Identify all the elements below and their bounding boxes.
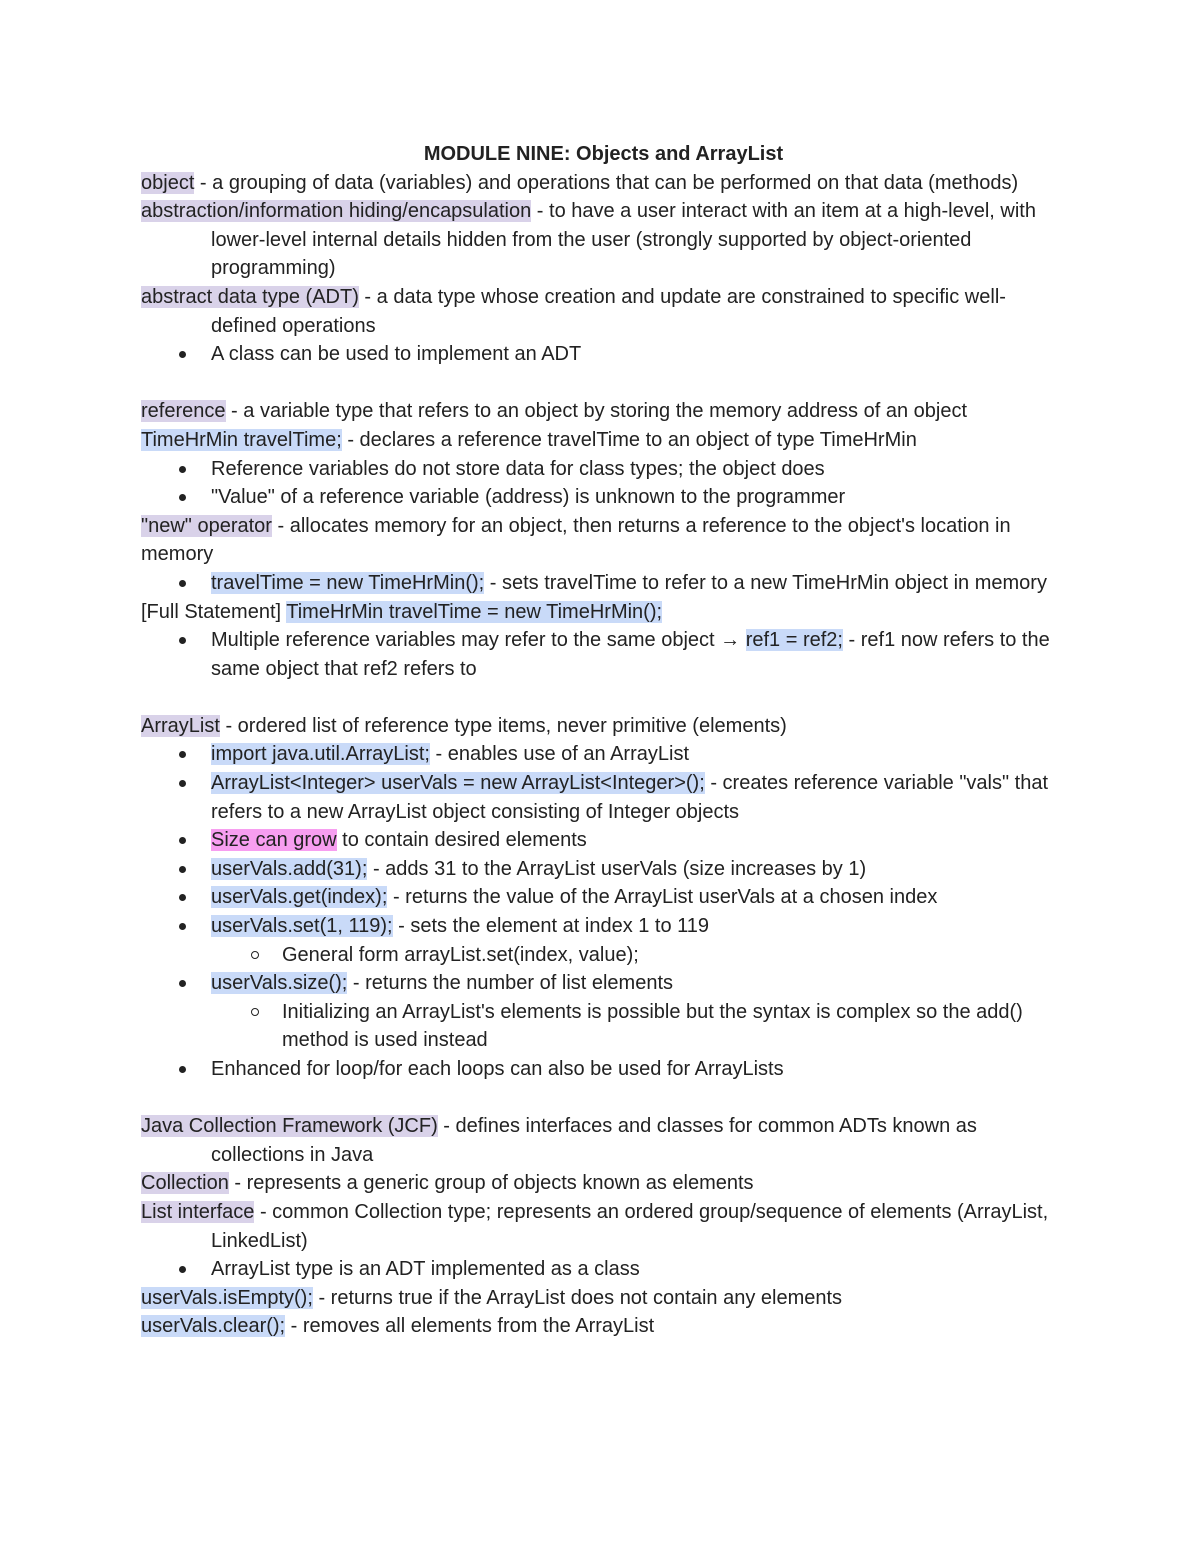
highlight-size-grow: Size can grow (211, 829, 337, 852)
list-item (141, 769, 1066, 826)
definition-list-interface (141, 1198, 1066, 1255)
multi-reference-bullets (141, 626, 1066, 683)
declaration-line (141, 426, 1066, 455)
definition-abstraction (141, 197, 1066, 283)
term-collection: Collection (141, 1172, 229, 1195)
definition-text: - removes all elements from the ArrayList (285, 1315, 655, 1338)
set-sub-bullets (211, 941, 1066, 970)
code-isempty: userVals.isEmpty(); (141, 1286, 313, 1309)
term-arraylist: ArrayList (141, 714, 220, 737)
list-item-text: - returns the number of list elements (347, 972, 674, 995)
list-item: Reference variables do not store data for class types; the object does (141, 455, 1066, 484)
definition-text: - a data type whose creation and update are constrained to specific well-defined operations (211, 285, 1006, 337)
code-arraylist-decl: ArrayList<Integer> userVals = new ArrayList<Integer>(); (211, 772, 705, 795)
definition-adt (141, 283, 1066, 340)
list-item-text: - sets travelTime to refer to a new TimeHrMin object in memory (484, 571, 1047, 594)
new-operator-bullets (141, 569, 1066, 598)
list-item-text: - returns the value of the ArrayList userVals at a chosen index (387, 886, 938, 909)
term-abstraction: abstraction/information hiding/encapsulation (141, 200, 532, 223)
isempty-line (141, 1284, 1066, 1313)
term-new-operator: "new" operator (141, 514, 272, 537)
list-item (141, 826, 1066, 855)
list-item: Enhanced for loop/for each loops can also be used for ArrayLists (141, 1055, 1066, 1084)
definition-arraylist (141, 712, 1066, 741)
list-item (141, 569, 1066, 598)
definition-reference (141, 397, 1066, 426)
page-title: MODULE NINE: Objects and ArrayList (423, 143, 784, 165)
definition-text: - a variable type that refers to an object by storing the memory address of an object (225, 400, 967, 423)
code-clear: userVals.clear(); (141, 1315, 286, 1338)
definition-text: - represents a generic group of objects known as elements (228, 1172, 754, 1195)
code-set: userVals.set(1, 119); (211, 915, 393, 938)
code-import: import java.util.ArrayList; (211, 743, 430, 766)
sub-list-item: General form arrayList.set(index, value); (211, 941, 1066, 970)
term-object: object (141, 171, 195, 194)
clear-line (141, 1312, 1066, 1341)
term-list-interface: List interface (141, 1200, 255, 1223)
code-full-statement: TimeHrMin travelTime = new TimeHrMin(); (286, 600, 663, 623)
full-statement-label: [Full Statement] (141, 600, 287, 623)
definition-text: - defines interfaces and classes for common ADTs known as collections in Java (211, 1115, 977, 1166)
list-item (141, 912, 1066, 969)
list-item (141, 883, 1066, 912)
arraylist-bullets (141, 740, 1066, 1083)
definition-jcf (141, 1112, 1066, 1169)
list-item-text: Multiple reference variables may refer to the same object → (211, 629, 746, 652)
document-page (141, 140, 1066, 1341)
list-item-text: - creates reference variable "vals" that refers to a new ArrayList object consisting of Integer objects (211, 772, 1049, 823)
definition-text: - returns true if the ArrayList does not contain any elements (312, 1286, 843, 1309)
term-jcf: Java Collection Framework (JCF) (141, 1115, 438, 1138)
code-declaration: TimeHrMin travelTime; (141, 428, 342, 451)
adt-bullets (141, 340, 1066, 369)
code-get: userVals.get(index); (211, 886, 388, 909)
list-item-text: - enables use of an ArrayList (429, 743, 690, 766)
list-item (141, 969, 1066, 1055)
definition-text: - allocates memory for an object, then returns a reference to the object's location in memory (141, 514, 1011, 566)
sub-list-item: Initializing an ArrayList's elements is possible but the syntax is complex so the add() method is used instead (211, 998, 1066, 1055)
definition-new-operator (141, 512, 1066, 569)
list-item (141, 855, 1066, 884)
definition-text: - common Collection type; represents an ordered group/sequence of elements (ArrayList, LinkedList) (211, 1200, 1049, 1252)
definition-text: - declares a reference travelTime to an object of type TimeHrMin (341, 428, 917, 451)
definition-collection (141, 1169, 1066, 1198)
definition-text: - to have a user interact with an item at a high-level, with lower-level internal details hidden from the user (strongly supported by object-oriented programming) (211, 200, 1036, 280)
list-interface-bullets (141, 1255, 1066, 1284)
definition-text: - a grouping of data (variables) and operations that can be performed on that data (methods) (194, 171, 1019, 194)
term-adt: abstract data type (ADT) (141, 285, 359, 308)
reference-bullets (141, 455, 1066, 512)
list-item: ArrayList type is an ADT implemented as a class (141, 1255, 1066, 1284)
definition-object (141, 169, 1066, 198)
term-reference: reference (141, 400, 226, 423)
code-new: travelTime = new TimeHrMin(); (211, 571, 485, 594)
code-size: userVals.size(); (211, 972, 348, 995)
list-item: "Value" of a reference variable (address) is unknown to the programmer (141, 483, 1066, 512)
list-item: A class can be used to implement an ADT (141, 340, 1066, 369)
size-sub-bullets (211, 998, 1066, 1055)
list-item-text: - adds 31 to the ArrayList userVals (size increases by 1) (367, 857, 867, 880)
list-item-text: - sets the element at index 1 to 119 (392, 915, 710, 938)
code-ref-assign: ref1 = ref2; (745, 629, 843, 652)
list-item-text: to contain desired elements (336, 829, 587, 852)
definition-text: - ordered list of reference type items, never primitive (elements) (219, 714, 787, 737)
list-item-text: - ref1 now refers to the same object that ref2 refers to (211, 629, 1050, 680)
code-add: userVals.add(31); (211, 857, 368, 880)
list-item (141, 626, 1066, 683)
full-statement (141, 598, 1066, 627)
list-item (141, 740, 1066, 769)
